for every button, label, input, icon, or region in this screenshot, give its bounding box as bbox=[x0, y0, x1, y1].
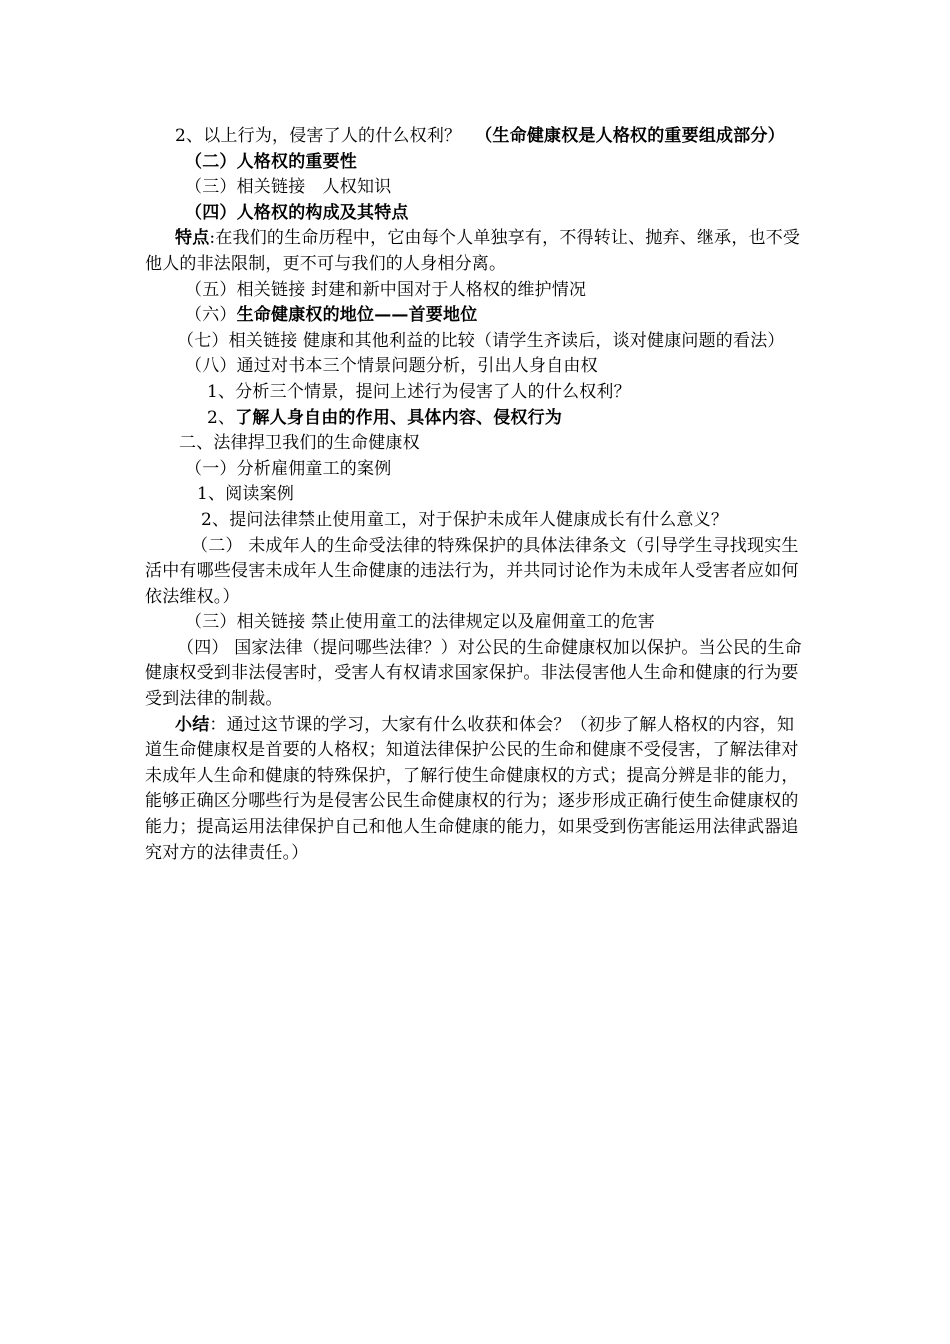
question-2-answer: （生命健康权是人格权的重要组成部分） bbox=[475, 126, 785, 146]
section-4-heading: （四）人格权的构成及其特点 bbox=[185, 202, 409, 223]
section-8-heading: （八）通过对书本三个情景问题分析，引出人身自由权 bbox=[185, 356, 598, 377]
question-2 bbox=[145, 124, 810, 150]
features-paragraph bbox=[145, 226, 810, 277]
section-8-item-2-text: 了解人身自由的作用、具体内容、侵权行为 bbox=[235, 407, 563, 428]
section-6-title: 生命健康权的地位——首要地位 bbox=[236, 305, 478, 326]
section-8-item-2-number: 2、 bbox=[207, 407, 236, 428]
part-2-item-1: 1、阅读案例 bbox=[197, 484, 295, 505]
question-2-text: 2、以上行为，侵害了人的什么权利？ bbox=[175, 126, 462, 146]
part-2-title: 二、法律捍卫我们的生命健康权 bbox=[179, 433, 420, 454]
features-text: :在我们的生命历程中，它由每个人单独享有，不得转让、抛弃、继承，也不受他人的非法限制，更不可与我们的人身相分离。 bbox=[145, 228, 801, 274]
summary-paragraph bbox=[145, 713, 810, 867]
part-2-section-3-heading: （三）相关链接 禁止使用童工的法律规定以及雇佣童工的危害 bbox=[185, 612, 656, 633]
section-8-item-1: 1、分析三个情景，提问上述行为侵害了人的什么权利？ bbox=[207, 381, 631, 402]
section-5-heading: （五）相关链接 封建和新中国对于人格权的维护情况 bbox=[185, 279, 587, 300]
part-2-item-2: 2、提问法律禁止使用童工，对于保护未成年人健康成长有什么意义？ bbox=[201, 509, 729, 530]
part-2-section-4-paragraph: （四） 国家法律（提问哪些法律？）对公民的生命健康权加以保护。当公民的生命健康权受到非法侵害时，受害人有权请求国家保护。非法侵害他人生命和健康的行为要受到法律的制裁。 bbox=[145, 637, 802, 710]
section-6-prefix: （六） bbox=[185, 305, 237, 326]
section-3-heading: （三）相关链接 人权知识 bbox=[185, 177, 392, 198]
section-6-heading bbox=[145, 303, 810, 329]
section-7-paragraph: （七）相关链接 健康和其他利益的比较（请学生齐读后，谈对健康问题的看法） bbox=[177, 330, 785, 351]
section-8-item-2 bbox=[145, 406, 810, 432]
summary-text: ：通过这节课的学习，大家有什么收获和体会？（初步了解人格权的内容，知道生命健康权是首要的人格权；知道法律保护公民的生命和健康不受侵害，了解法律对未成年人生命和健康的特殊保护，了解行使生命健康权的方式；提高分辨是非的能力，能够正确区分哪些行为是侵害公民生命健康权的行为；逐步形成正确行使生命健康权的能力；提高运用法律保护自己和他人生命健康的能力，如果受到伤害能运用法律武器追究对方的法律责任。） bbox=[145, 714, 799, 863]
part-2-section-2-paragraph: （二） 未成年人的生命受法律的特殊保护的具体法律条文（引导学生寻找现实生活中有哪些侵害未成年人生命健康的违法行为，并共同讨论作为未成年人受害者应如何依法维权。） bbox=[145, 535, 799, 607]
summary-label: 小结 bbox=[175, 714, 210, 735]
features-label: 特点 bbox=[175, 228, 210, 249]
part-2-section-1-heading: （一）分析雇佣童工的案例 bbox=[185, 458, 392, 479]
section-2-heading: （二）人格权的重要性 bbox=[185, 151, 357, 172]
document-body bbox=[145, 124, 810, 866]
